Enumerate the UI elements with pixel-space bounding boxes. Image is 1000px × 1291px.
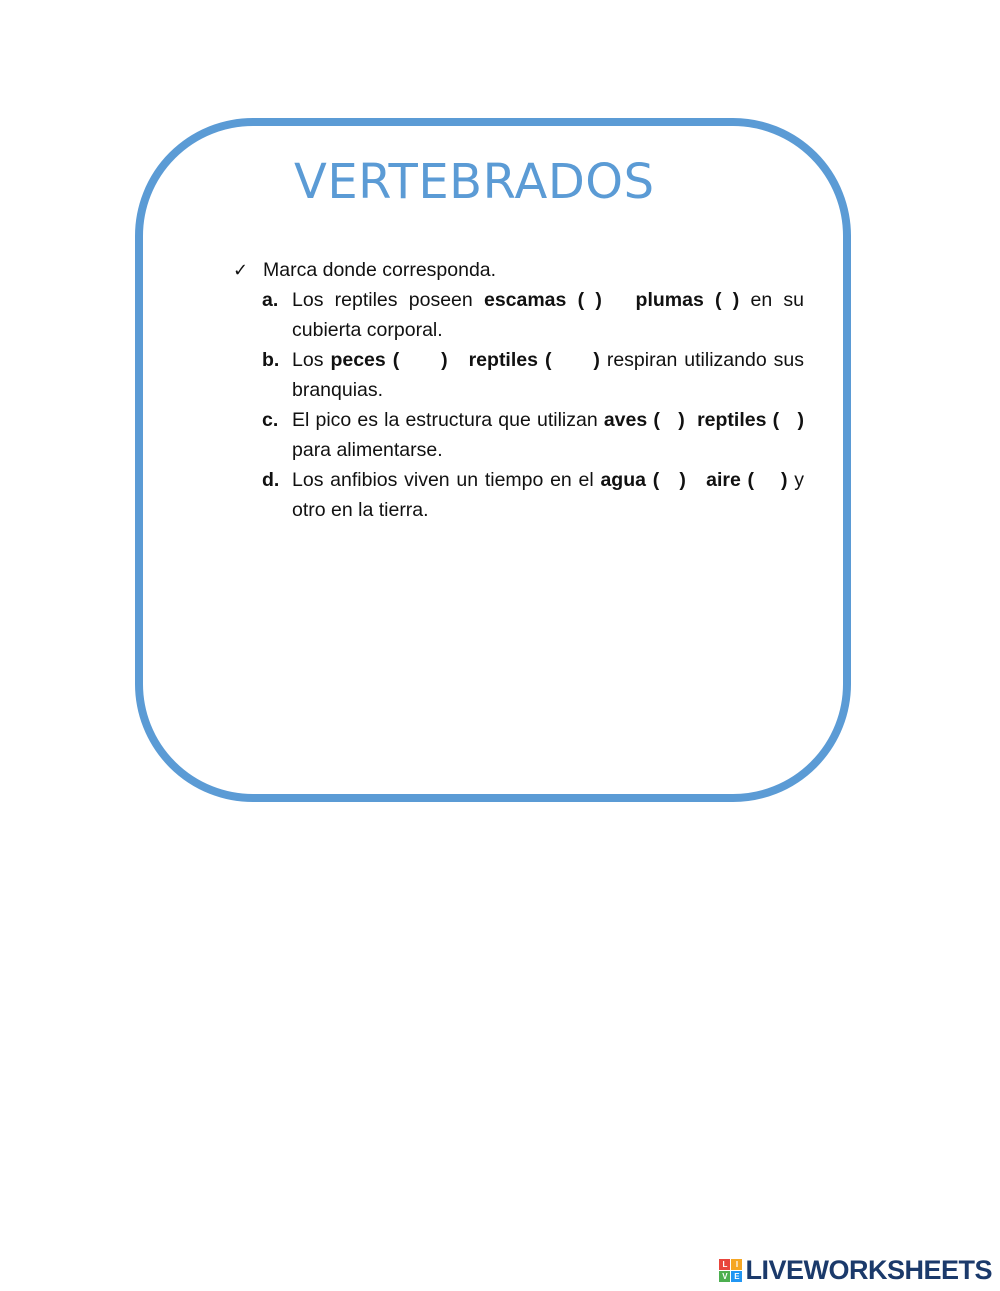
question-text: Los anfibios viven un tiempo en el — [292, 469, 601, 491]
question-text: El pico es la estructura que utilizan — [292, 409, 604, 431]
question-text: Los reptiles poseen — [292, 289, 484, 311]
option-spacer — [686, 469, 706, 491]
question-item-a — [262, 285, 804, 345]
brand-name: LIVEWORKSHEETS — [745, 1254, 992, 1285]
question-text: Los — [292, 349, 331, 371]
question-marker: a. — [262, 289, 279, 311]
page-title: VERTEBRADOS — [294, 154, 655, 210]
option-agua[interactable]: agua ( ) — [600, 469, 686, 491]
question-marker: b. — [262, 349, 280, 371]
question-marker: d. — [262, 469, 280, 491]
checkmark-icon: ✓ — [233, 260, 249, 281]
question-text: respiran utilizando sus branquias. — [292, 349, 805, 401]
question-item-c — [262, 405, 804, 465]
instruction — [233, 255, 496, 286]
option-reptiles[interactable]: reptiles ( ) — [468, 349, 600, 371]
option-reptiles[interactable]: reptiles ( ) — [697, 409, 805, 431]
logo-letter: V — [719, 1271, 730, 1282]
instruction-text: Marca donde corresponda. — [263, 259, 497, 281]
liveworksheets-logo — [719, 1255, 992, 1285]
option-peces[interactable]: peces ( ) — [330, 349, 448, 371]
option-aves[interactable]: aves ( ) — [603, 409, 685, 431]
logo-letter: E — [731, 1271, 742, 1282]
logo-icon — [719, 1259, 742, 1282]
option-escamas[interactable]: escamas ( ) — [483, 289, 602, 311]
option-spacer — [685, 409, 697, 431]
option-aire[interactable]: aire ( ) — [706, 469, 788, 491]
logo-letter: L — [719, 1259, 730, 1270]
option-plumas[interactable]: plumas ( ) — [635, 289, 740, 311]
question-text: y otro en la tierra. — [292, 469, 805, 521]
question-item-d — [262, 465, 804, 525]
question-list — [262, 285, 804, 525]
logo-letter: I — [731, 1259, 742, 1270]
option-spacer — [448, 349, 469, 371]
question-text: para alimentarse. — [292, 439, 443, 461]
option-spacer — [602, 289, 636, 311]
question-marker: c. — [262, 409, 279, 431]
question-item-b — [262, 345, 804, 405]
question-text: en su cubierta corporal. — [292, 289, 804, 341]
